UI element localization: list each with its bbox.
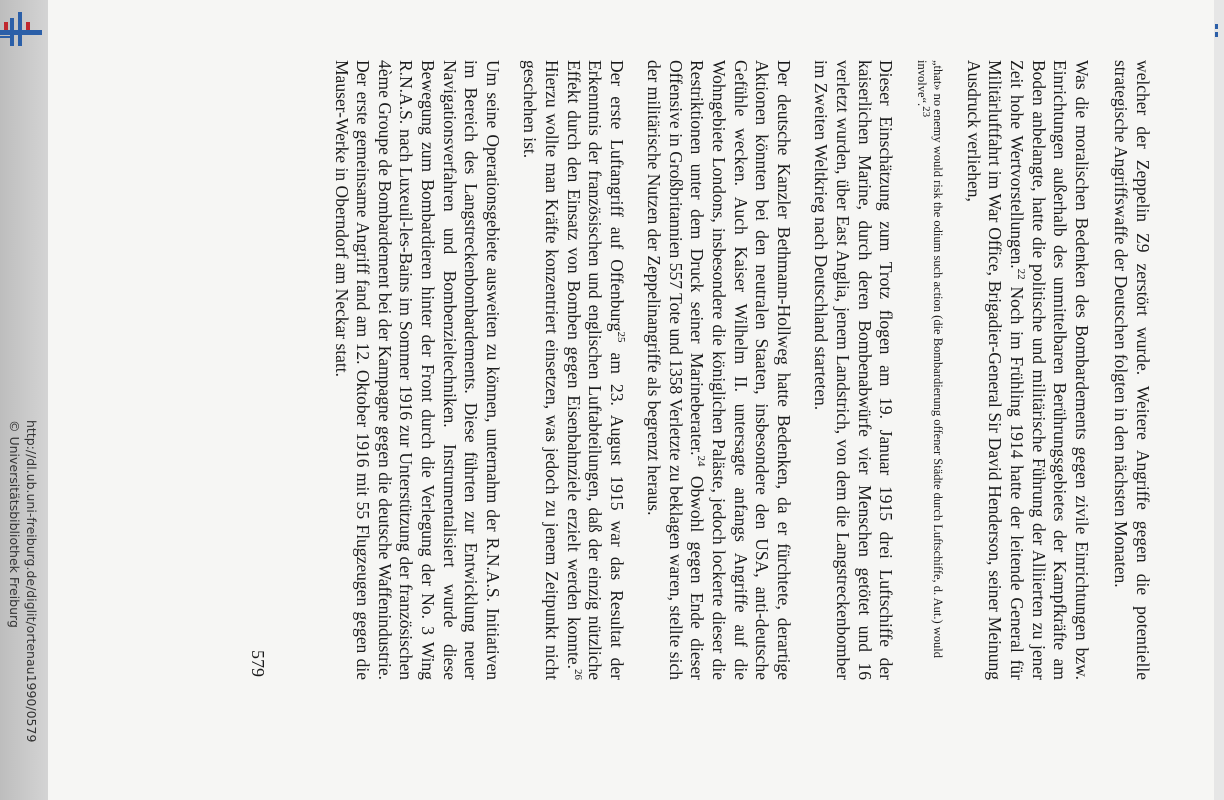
paragraph-2: Was die moralischen Bedenken des Bombardements gegen zivile Einrichtungen bzw. Einrichtungen außerhalb des unmittelbaren Berührungsgebietes der Kampfkräfte am Boden anbelangte, hatte die politische und militärische Führung der Alliierten zu jener Zeit hohe Wertvorstellungen.$^{22}$ Noch im Frühling 1914 hatte der leitende General für Militärluftfahrt im War Office, Brigadier-General Sir David Henderson, seiner Meinung Ausdruck verliehen, [963,60,1092,680]
scanned-page [48,0,1214,800]
footnote-ref-25: 25 [614,331,627,343]
paragraph-4: Dieser Einschätzung zum Trotz flogen am 19. Januar 1915 drei Luftschiffe der kaiserlichen Marine, durch deren Bombenabwürfe vier Menschen getötet und 16 verletzt wurden, über East Anglia, jenem Landstrich, von dem die Langstreckenbomber im Zweiten Weltkrieg nach Deutschland starteten. [811,60,897,680]
watermark [6,420,40,742]
ub-freiburg-logo [0,0,42,46]
block-quote: „that» no enemy would risk the odium such action (die Bombardierung offener Städte durch Luftschiffe, d. Aut.) would involve“.$^{23}$ [915,60,946,659]
paragraph-3: Noch im Frühling 1914 hatte der leitende General für Militärluftfahrt im War Office, Brigadier-General Sir David Henderson, seiner Meinung Ausdruck verliehen, [963,60,1028,680]
watermark-copyright: © Universitätsbibliothek Freiburg [7,420,22,628]
paragraph-1: welcher der Zeppelin Z9 zerstört wurde. Weitere Angriffe gegen die potentielle strategische Angriffswaffe der Deutschen folgten in den nächsten Monaten. [1111,60,1153,680]
page-number: 579 [248,650,268,677]
page-right-edge [1214,0,1224,800]
paragraph-6: Der erste Luftangriff auf Offenburg$^{25}$ am 23. August 1915 war das Resultat der Erkenntnis der französischen und englischen Luftabteilungen, daß der einzig nützliche Effekt durch den Einsatz von Bomben gegen Eisenbahnziele erzielt werden konnte.$^{26}$ Hierzu wollte man Kräfte konzentriert einsetzen, was jedoch zu jenem Zeitpunkt nicht geschehen ist. [520,60,627,681]
footnote-ref-22: 22 [1014,268,1027,280]
watermark-url[interactable]: http://dl.ub.uni-freiburg.de/diglit/ortenau1990/0579 [24,420,39,743]
page-text-block [193,60,1153,680]
footnote-ref-23: 23 [920,106,933,118]
paragraph-5: Der deutsche Kanzler Bethmann-Hollweg hatte Bedenken, da er fürchtete, derartige Aktionen könnten bei den neutralen Staaten, insbesondere den USA, anti-deutsche Gefühle wecken. Auch Kaiser Wilhelm II. untersagte anfangs Angriffe auf die Wohngebiete Londons, insbesondere die königlichen Paläste, jedoch lockerte dieser die Restriktionen unter dem Druck seiner Marineberater.$^{24}$ Obwohl gegen Ende dieser Offensive in Großbritannien 557 Tote und 1358 Verletzte zu beklagen waren, stellte sich der militärische Nutzen der Zeppelinangriffe als begrenzt heraus. [644,60,794,680]
paragraph-7: Um seine Operationsgebiete ausweiten zu können, unternahm der R.N.A.S. Initiativen im Bereich des Langstreckenbombardements. Diese führten zur Entwicklung neuer Navigationsverfahren und Bombenzieltechniken. Instrumentalisiert wurde diese Bewegung zum Bombardieren hinter der Front durch die Verlegung der No. 3 Wing R.N.A.S. nach Luxeuil-les-Bains im Sommer 1916 zur Unterstützung der französischen 4ème Groupe de Bombardement bei der Kampagne gegen die deutsche Waffenindustrie. Der erste gemeinsame Angriff fand am 12. Oktober 1916 mit 55 Flugzeugen gegen die Mauser-Werke in Oberndorf am Neckar statt. [331,60,503,680]
scan-edge-mark-icon [1214,24,1220,38]
footnote-ref-24: 24 [695,455,708,467]
footnote-ref-26: 26 [571,669,584,680]
